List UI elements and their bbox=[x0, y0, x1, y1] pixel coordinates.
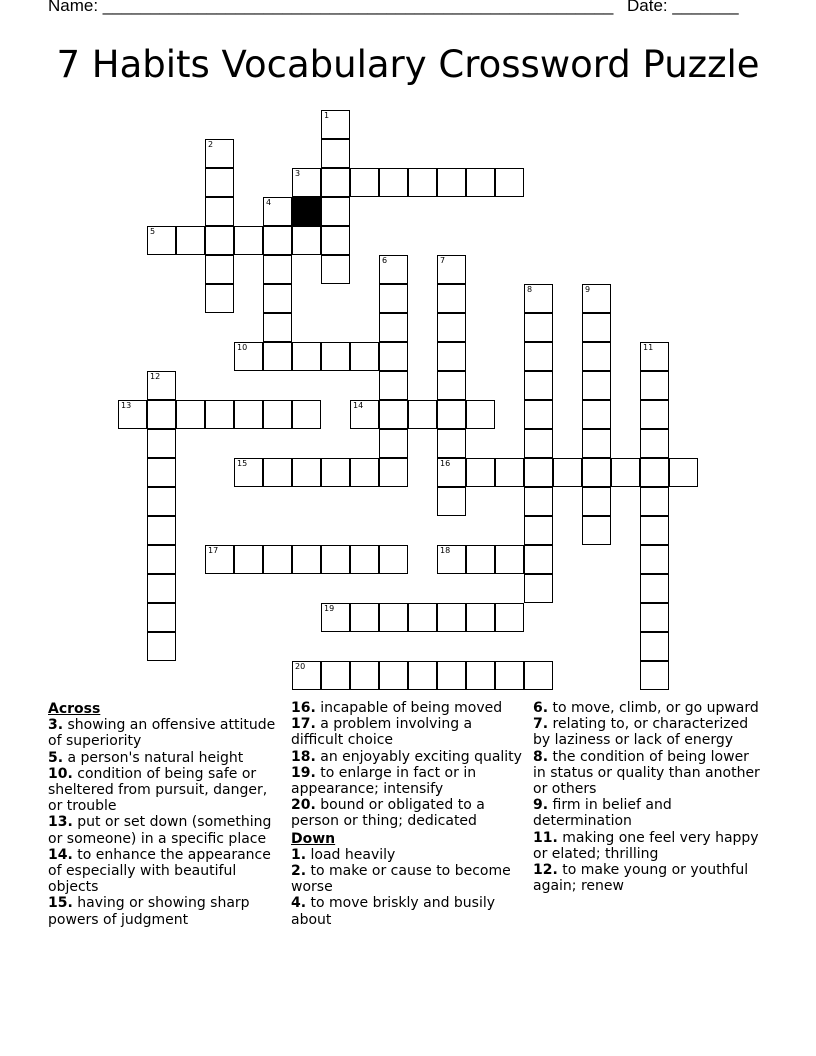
black-square bbox=[292, 197, 321, 226]
crossword-cell[interactable] bbox=[495, 661, 524, 690]
clue-across-17 bbox=[291, 716, 523, 748]
crossword-cell[interactable] bbox=[321, 168, 350, 197]
clue-number-label: 11 bbox=[643, 343, 654, 352]
clue-text: relating to, or characterized by laziness or lack of energy bbox=[533, 716, 749, 749]
clue-down-9 bbox=[533, 797, 765, 829]
crossword-cell[interactable] bbox=[640, 516, 669, 545]
clue-number: 3. bbox=[48, 717, 64, 734]
crossword-cell[interactable] bbox=[466, 400, 495, 429]
crossword-cell[interactable] bbox=[379, 313, 408, 342]
clue-text: a problem involving a difficult choice bbox=[291, 716, 473, 749]
crossword-cell[interactable] bbox=[379, 603, 408, 632]
crossword-cell[interactable] bbox=[640, 603, 669, 632]
clue-across-5 bbox=[48, 750, 276, 766]
crossword-cell[interactable] bbox=[379, 255, 408, 284]
clue-down-7 bbox=[533, 716, 765, 748]
crossword-cell[interactable] bbox=[553, 458, 582, 487]
crossword-cell[interactable] bbox=[524, 371, 553, 400]
crossword-cell[interactable] bbox=[495, 458, 524, 487]
crossword-cell[interactable] bbox=[582, 313, 611, 342]
clue-number-label: 2 bbox=[208, 140, 214, 149]
crossword-cell[interactable] bbox=[640, 400, 669, 429]
name-field-line: Name: ______________________________________________________ bbox=[48, 0, 614, 15]
crossword-cell[interactable] bbox=[379, 342, 408, 371]
clue-text: making one feel very happy or elated; thrilling bbox=[533, 829, 759, 862]
crossword-cell[interactable] bbox=[176, 400, 205, 429]
crossword-cell[interactable] bbox=[292, 458, 321, 487]
crossword-cell[interactable] bbox=[466, 603, 495, 632]
clue-number: 9. bbox=[533, 797, 549, 814]
crossword-cell[interactable] bbox=[321, 197, 350, 226]
crossword-cell[interactable] bbox=[379, 400, 408, 429]
clue-across-19 bbox=[291, 765, 523, 797]
crossword-cell[interactable] bbox=[495, 603, 524, 632]
clue-text: to enhance the appearance of especially with beautiful objects bbox=[48, 846, 271, 896]
crossword-cell[interactable] bbox=[205, 197, 234, 226]
crossword-cell[interactable] bbox=[234, 545, 263, 574]
crossword-cell[interactable] bbox=[205, 139, 234, 168]
crossword-cell[interactable] bbox=[582, 487, 611, 516]
clue-down-1 bbox=[291, 847, 523, 863]
crossword-cell[interactable] bbox=[263, 255, 292, 284]
crossword-cell[interactable] bbox=[437, 284, 466, 313]
clue-down-12 bbox=[533, 862, 765, 894]
crossword-cell[interactable] bbox=[437, 661, 466, 690]
crossword-cell[interactable] bbox=[205, 545, 234, 574]
crossword-cell[interactable] bbox=[263, 313, 292, 342]
crossword-cell[interactable] bbox=[147, 574, 176, 603]
clue-number: 15. bbox=[48, 895, 73, 912]
crossword-cell[interactable] bbox=[640, 371, 669, 400]
crossword-cell[interactable] bbox=[495, 168, 524, 197]
crossword-cell[interactable] bbox=[437, 168, 466, 197]
crossword-cell[interactable] bbox=[234, 226, 263, 255]
clue-number-label: 17 bbox=[208, 546, 219, 555]
crossword-cell[interactable] bbox=[263, 545, 292, 574]
crossword-cell[interactable] bbox=[524, 545, 553, 574]
crossword-cell[interactable] bbox=[524, 313, 553, 342]
crossword-cell[interactable] bbox=[263, 226, 292, 255]
crossword-cell[interactable] bbox=[466, 458, 495, 487]
crossword-cell[interactable] bbox=[379, 545, 408, 574]
crossword-cell[interactable] bbox=[466, 545, 495, 574]
clue-number: 1. bbox=[291, 846, 307, 863]
clue-column-1 bbox=[48, 700, 276, 928]
crossword-cell[interactable] bbox=[524, 574, 553, 603]
crossword-cell[interactable] bbox=[437, 342, 466, 371]
clue-down-6 bbox=[533, 700, 765, 716]
clue-number: 11. bbox=[533, 829, 558, 846]
clue-column-3 bbox=[533, 700, 765, 894]
clue-number-label: 8 bbox=[527, 285, 533, 294]
crossword-cell[interactable] bbox=[437, 371, 466, 400]
crossword-cell[interactable] bbox=[437, 458, 466, 487]
clue-number: 20. bbox=[291, 797, 316, 814]
clue-across-20 bbox=[291, 797, 523, 829]
crossword-cell[interactable] bbox=[263, 458, 292, 487]
clue-number-label: 1 bbox=[324, 111, 330, 120]
across-heading: Across bbox=[48, 701, 101, 717]
clue-text: to make or cause to become worse bbox=[291, 863, 511, 896]
crossword-cell[interactable] bbox=[292, 226, 321, 255]
crossword-cell[interactable] bbox=[147, 545, 176, 574]
clue-column-2 bbox=[291, 700, 523, 928]
crossword-cell[interactable] bbox=[408, 168, 437, 197]
crossword-cell[interactable] bbox=[350, 168, 379, 197]
clue-down-2 bbox=[291, 863, 523, 895]
clue-text: condition of being safe or sheltered from pursuit, danger, or trouble bbox=[48, 765, 268, 815]
clue-number-label: 19 bbox=[324, 604, 335, 613]
crossword-cell[interactable] bbox=[437, 313, 466, 342]
crossword-cell[interactable] bbox=[582, 458, 611, 487]
crossword-cell[interactable] bbox=[582, 400, 611, 429]
clue-across-18 bbox=[291, 749, 523, 765]
clue-across-14 bbox=[48, 847, 276, 896]
clue-across-10 bbox=[48, 766, 276, 815]
crossword-cell[interactable] bbox=[466, 661, 495, 690]
crossword-cell[interactable] bbox=[234, 458, 263, 487]
crossword-cell[interactable] bbox=[350, 342, 379, 371]
crossword-cell[interactable] bbox=[321, 603, 350, 632]
crossword-cell[interactable] bbox=[350, 661, 379, 690]
crossword-cell[interactable] bbox=[263, 197, 292, 226]
crossword-cell[interactable] bbox=[350, 400, 379, 429]
clue-across-3 bbox=[48, 717, 276, 749]
crossword-cell[interactable] bbox=[350, 545, 379, 574]
clue-number-label: 12 bbox=[150, 372, 161, 381]
clue-number: 7. bbox=[533, 716, 549, 733]
crossword-cell[interactable] bbox=[582, 516, 611, 545]
crossword-cell[interactable] bbox=[611, 458, 640, 487]
clue-number-label: 5 bbox=[150, 227, 156, 236]
clue-number-label: 20 bbox=[295, 662, 306, 671]
crossword-cell[interactable] bbox=[408, 603, 437, 632]
clue-down-8 bbox=[533, 749, 765, 798]
clue-number: 19. bbox=[291, 764, 316, 781]
crossword-cell[interactable] bbox=[147, 487, 176, 516]
clue-number-label: 18 bbox=[440, 546, 451, 555]
clue-number: 12. bbox=[533, 862, 558, 879]
crossword-cell[interactable] bbox=[321, 226, 350, 255]
crossword-cell[interactable] bbox=[147, 458, 176, 487]
crossword-cell[interactable] bbox=[147, 371, 176, 400]
clue-number: 5. bbox=[48, 749, 64, 766]
crossword-cell[interactable] bbox=[147, 400, 176, 429]
clue-number: 16. bbox=[291, 700, 316, 716]
clue-number: 6. bbox=[533, 700, 549, 716]
crossword-cell[interactable] bbox=[321, 342, 350, 371]
crossword-cell[interactable] bbox=[292, 661, 321, 690]
clue-text: the condition of being lower in status or quality than another or others bbox=[533, 748, 760, 798]
clue-text: load heavily bbox=[310, 846, 396, 863]
crossword-cell[interactable] bbox=[524, 516, 553, 545]
clue-number-label: 16 bbox=[440, 459, 451, 468]
crossword-cell[interactable] bbox=[640, 342, 669, 371]
crossword-cell[interactable] bbox=[437, 487, 466, 516]
crossword-cell[interactable] bbox=[524, 400, 553, 429]
crossword-cell[interactable] bbox=[408, 400, 437, 429]
crossword-cell[interactable] bbox=[524, 661, 553, 690]
crossword-cell[interactable] bbox=[524, 284, 553, 313]
crossword-cell[interactable] bbox=[495, 545, 524, 574]
crossword-cell[interactable] bbox=[640, 487, 669, 516]
crossword-cell[interactable] bbox=[582, 371, 611, 400]
clue-text: bound or obligated to a person or thing; dedicated bbox=[291, 797, 485, 830]
clue-number-label: 3 bbox=[295, 169, 301, 178]
crossword-cell[interactable] bbox=[321, 110, 350, 139]
crossword-cell[interactable] bbox=[263, 400, 292, 429]
crossword-cell[interactable] bbox=[263, 342, 292, 371]
clue-number-label: 6 bbox=[382, 256, 388, 265]
clue-text: incapable of being moved bbox=[320, 700, 503, 716]
clue-text: having or showing sharp powers of judgment bbox=[48, 895, 250, 928]
crossword-cell[interactable] bbox=[640, 632, 669, 661]
down-heading: Down bbox=[291, 830, 336, 847]
crossword-cell[interactable] bbox=[640, 429, 669, 458]
clue-number-label: 9 bbox=[585, 285, 591, 294]
crossword-cell[interactable] bbox=[437, 400, 466, 429]
clue-number-label: 15 bbox=[237, 459, 248, 468]
crossword-cell[interactable] bbox=[640, 458, 669, 487]
clue-text: to make young or youthful again; renew bbox=[533, 862, 749, 895]
clue-text: to move briskly and busily about bbox=[291, 895, 496, 928]
clue-number-label: 4 bbox=[266, 198, 272, 207]
crossword-cell[interactable] bbox=[321, 139, 350, 168]
crossword-cell[interactable] bbox=[437, 545, 466, 574]
clue-number: 18. bbox=[291, 748, 316, 765]
clue-number-label: 14 bbox=[353, 401, 364, 410]
crossword-cell[interactable] bbox=[582, 429, 611, 458]
crossword-cell[interactable] bbox=[640, 545, 669, 574]
crossword-cell[interactable] bbox=[234, 400, 263, 429]
crossword-cell[interactable] bbox=[118, 400, 147, 429]
crossword-cell[interactable] bbox=[582, 284, 611, 313]
crossword-cell[interactable] bbox=[147, 429, 176, 458]
crossword-cell[interactable] bbox=[437, 603, 466, 632]
crossword-cell[interactable] bbox=[147, 516, 176, 545]
crossword-cell[interactable] bbox=[205, 226, 234, 255]
crossword-cell[interactable] bbox=[379, 458, 408, 487]
clue-text: a person's natural height bbox=[67, 749, 244, 766]
crossword-cell[interactable] bbox=[379, 168, 408, 197]
clue-text: to enlarge in fact or in appearance; intensify bbox=[291, 764, 477, 798]
crossword-cell[interactable] bbox=[582, 342, 611, 371]
clue-across-15 bbox=[48, 895, 276, 927]
crossword-cell[interactable] bbox=[379, 661, 408, 690]
crossword-cell[interactable] bbox=[350, 458, 379, 487]
crossword-cell[interactable] bbox=[292, 545, 321, 574]
crossword-cell[interactable] bbox=[321, 458, 350, 487]
crossword-cell[interactable] bbox=[292, 400, 321, 429]
date-field-line: Date: _______ bbox=[627, 0, 739, 15]
clue-number: 10. bbox=[48, 765, 73, 782]
crossword-cell[interactable] bbox=[379, 429, 408, 458]
crossword-cell[interactable] bbox=[292, 168, 321, 197]
crossword-cell[interactable] bbox=[524, 487, 553, 516]
crossword-cell[interactable] bbox=[205, 168, 234, 197]
clue-text: to move, climb, or go upward bbox=[552, 700, 759, 716]
clue-text: an enjoyably exciting quality bbox=[320, 748, 522, 765]
crossword-cell[interactable] bbox=[669, 458, 698, 487]
crossword-cell[interactable] bbox=[640, 574, 669, 603]
crossword-cell[interactable] bbox=[205, 284, 234, 313]
crossword-cell[interactable] bbox=[176, 226, 205, 255]
clue-number: 13. bbox=[48, 814, 73, 831]
clue-number: 8. bbox=[533, 748, 549, 765]
clue-number-label: 13 bbox=[121, 401, 132, 410]
crossword-cell[interactable] bbox=[292, 342, 321, 371]
crossword-cell[interactable] bbox=[147, 226, 176, 255]
crossword-cell[interactable] bbox=[640, 661, 669, 690]
page-title: 7 Habits Vocabulary Crossword Puzzle bbox=[56, 43, 760, 86]
crossword-cell[interactable] bbox=[147, 632, 176, 661]
crossword-cell[interactable] bbox=[147, 603, 176, 632]
clue-number-label: 7 bbox=[440, 256, 446, 265]
crossword-cell[interactable] bbox=[524, 429, 553, 458]
crossword-cell[interactable] bbox=[350, 603, 379, 632]
clue-text: put or set down (something or someone) in a specific place bbox=[48, 814, 272, 847]
crossword-cell[interactable] bbox=[321, 661, 350, 690]
crossword-cell[interactable] bbox=[263, 284, 292, 313]
crossword-cell[interactable] bbox=[379, 284, 408, 313]
crossword-cell[interactable] bbox=[234, 342, 263, 371]
crossword-cell[interactable] bbox=[408, 661, 437, 690]
clue-text: showing an offensive attitude of superiority bbox=[48, 717, 276, 750]
clue-text: firm in belief and determination bbox=[533, 797, 672, 830]
clue-number: 2. bbox=[291, 863, 307, 880]
crossword-cell[interactable] bbox=[205, 255, 234, 284]
crossword-cell[interactable] bbox=[205, 400, 234, 429]
clue-down-4 bbox=[291, 895, 523, 927]
clue-down-11 bbox=[533, 830, 765, 862]
crossword-cell[interactable] bbox=[437, 255, 466, 284]
clue-across-13 bbox=[48, 814, 276, 846]
crossword-cell[interactable] bbox=[466, 168, 495, 197]
clue-across-16 bbox=[291, 700, 523, 716]
clue-number: 14. bbox=[48, 846, 73, 863]
crossword-cell[interactable] bbox=[321, 545, 350, 574]
crossword-cell[interactable] bbox=[437, 429, 466, 458]
clue-number-label: 10 bbox=[237, 343, 248, 352]
crossword-cell[interactable] bbox=[524, 458, 553, 487]
crossword-cell[interactable] bbox=[524, 342, 553, 371]
clue-number: 17. bbox=[291, 716, 316, 733]
clue-number: 4. bbox=[291, 895, 307, 912]
crossword-cell[interactable] bbox=[321, 255, 350, 284]
crossword-cell[interactable] bbox=[379, 371, 408, 400]
